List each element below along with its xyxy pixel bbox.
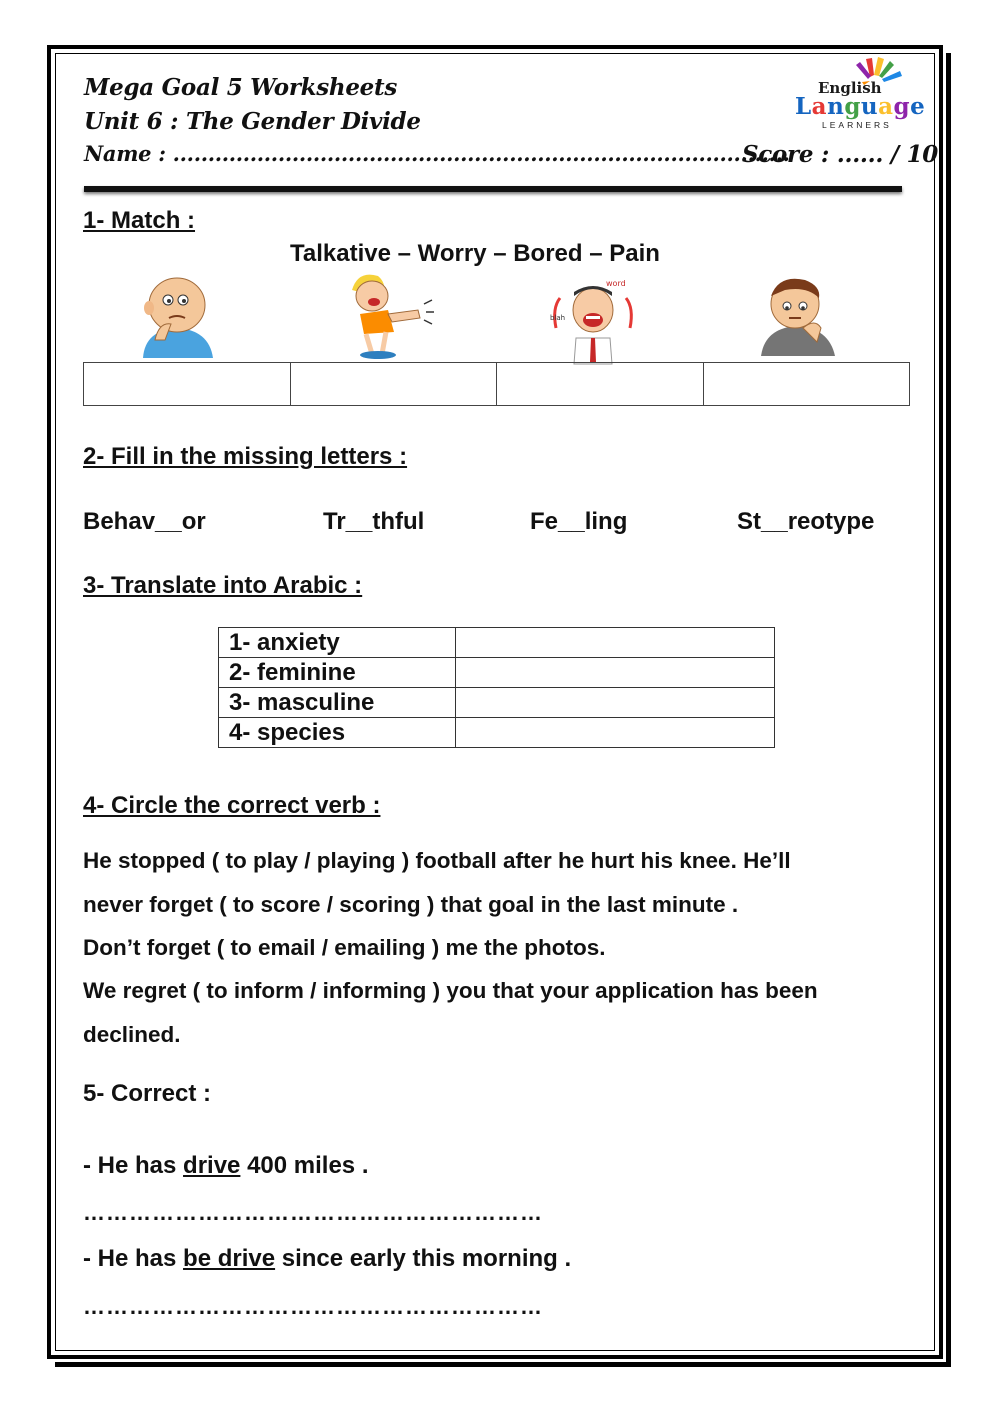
- verb-sentence-line: never forget ( to score / scoring ) that goal in the last minute .: [83, 892, 739, 917]
- section-2-title: 2- Fill in the missing letters :: [83, 443, 408, 470]
- english-language-learners-logo: [790, 55, 926, 130]
- worksheet-title: Mega Goal 5 Worksheets: [84, 74, 397, 101]
- match-answer-cell[interactable]: [703, 363, 910, 406]
- girl-in-pain-icon: [338, 270, 438, 360]
- answer-line[interactable]: ……………………………………………………: [83, 1294, 543, 1319]
- translation-answer-cell[interactable]: [456, 718, 775, 748]
- section-4-title: 4- Circle the correct verb :: [83, 792, 381, 819]
- sentence-text: - He has: [83, 1245, 184, 1272]
- header-divider: [84, 186, 902, 192]
- unit-title: Unit 6 : The Gender Divide: [84, 108, 421, 135]
- correct-sentence-1: [83, 1152, 369, 1180]
- translation-term: 1- anxiety: [219, 628, 456, 658]
- bored-boy-icon: [755, 272, 840, 358]
- verb-sentence-line: He stopped ( to play / playing ) football after he hurt his knee. He’ll: [83, 848, 791, 873]
- translation-table: [218, 627, 775, 748]
- name-field[interactable]: Name : ........................................................................................: [84, 141, 790, 166]
- correct-sentence-2: [83, 1245, 571, 1273]
- score-field: Score : ...... / 10: [742, 141, 938, 168]
- logo-text-english: English: [818, 79, 882, 97]
- translation-answer-cell[interactable]: [456, 658, 775, 688]
- match-answer-cell[interactable]: [290, 363, 497, 406]
- worried-boy-icon: [135, 270, 220, 360]
- missing-letters-word: Fe__ling: [530, 508, 628, 535]
- svg-text:word: word: [606, 279, 626, 288]
- error-word: be drive: [183, 1245, 276, 1272]
- sentence-text: - He has: [83, 1152, 184, 1179]
- svg-text:blah: blah: [550, 314, 566, 322]
- logo-text-learners: LEARNERS: [822, 120, 892, 130]
- talkative-man-icon: [548, 278, 638, 366]
- translation-answer-cell[interactable]: [456, 688, 775, 718]
- translation-term: 4- species: [219, 718, 456, 748]
- answer-line[interactable]: ……………………………………………………: [83, 1200, 543, 1225]
- error-word: drive: [183, 1152, 241, 1179]
- sentence-text: 400 miles .: [240, 1152, 369, 1179]
- sentence-text: since early this morning .: [275, 1245, 572, 1272]
- match-answer-cell[interactable]: [84, 363, 291, 406]
- match-word-bank: Talkative – Worry – Bored – Pain: [290, 240, 660, 267]
- match-answer-cell[interactable]: [497, 363, 704, 406]
- section-3-title: 3- Translate into Arabic :: [83, 572, 363, 599]
- verb-sentence-line: declined.: [83, 1022, 181, 1047]
- verb-sentence-line: We regret ( to inform / informing ) you that your application has been: [83, 978, 818, 1003]
- section-5-title: 5- Correct :: [83, 1080, 212, 1107]
- match-answer-table: [83, 362, 910, 406]
- translation-term: 3- masculine: [219, 688, 456, 718]
- logo-text-language: Language: [795, 93, 926, 120]
- section-1-title: 1- Match :: [83, 207, 196, 234]
- translation-answer-cell[interactable]: [456, 628, 775, 658]
- missing-letters-word: St__reotype: [737, 508, 875, 535]
- translation-term: 2- feminine: [219, 658, 456, 688]
- missing-letters-word: Behav__or: [83, 508, 206, 535]
- missing-letters-word: Tr__thful: [323, 508, 425, 535]
- verb-sentence-line: Don’t forget ( to email / emailing ) me the photos.: [83, 935, 606, 960]
